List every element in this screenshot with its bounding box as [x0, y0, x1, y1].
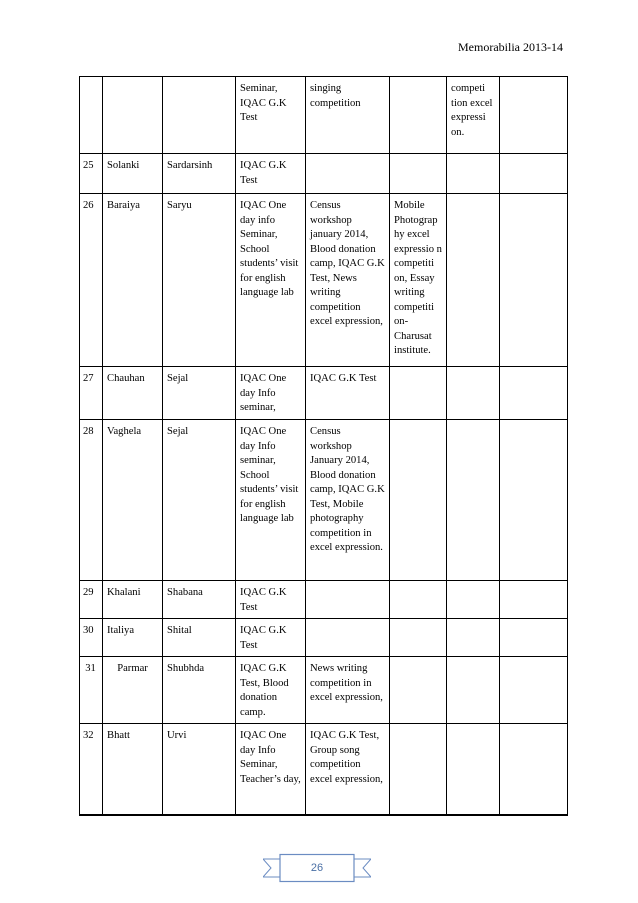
activity-cell-1: IQAC One day Info Seminar, Teacher’s day, [236, 724, 306, 815]
activity-cell-5 [500, 194, 568, 367]
activity-cell-5 [500, 420, 568, 581]
activity-cell-3 [390, 619, 447, 657]
activity-cell-3 [390, 581, 447, 619]
activity-cell-5 [500, 581, 568, 619]
activity-cell-3 [390, 77, 447, 154]
activity-cell-2 [306, 154, 390, 194]
activity-cell-5 [500, 154, 568, 194]
activity-cell-4 [447, 367, 500, 420]
table-row [80, 77, 568, 154]
activity-cell-5 [500, 724, 568, 815]
activity-cell-3: Mobile Photograp hy excel expressio n competiti on, Essay writing competiti on- Charusat institute. [390, 194, 447, 367]
name-cell: Sejal [163, 420, 236, 581]
surname-cell [103, 77, 163, 154]
activity-cell-2: Census workshop january 2014, Blood donation camp, IQAC G.K Test, News writing competition excel expression, [306, 194, 390, 367]
table-row [80, 581, 568, 619]
activity-cell-4 [447, 420, 500, 581]
activity-cell-3 [390, 154, 447, 194]
activity-cell-1: IQAC One day Info seminar, School students’ visit for english language lab [236, 420, 306, 581]
table-row [80, 619, 568, 657]
activity-cell-3 [390, 367, 447, 420]
surname-cell: Parmar [103, 657, 163, 724]
name-cell: Shabana [163, 581, 236, 619]
surname-cell: Baraiya [103, 194, 163, 367]
name-cell: Shubhda [163, 657, 236, 724]
activity-cell-4 [447, 619, 500, 657]
name-cell: Sardarsinh [163, 154, 236, 194]
serial-number: 28 [80, 420, 103, 581]
serial-number [80, 77, 103, 154]
surname-cell: Chauhan [103, 367, 163, 420]
table-row [80, 367, 568, 420]
activity-cell-2: singing competition [306, 77, 390, 154]
activity-cell-2: IQAC G.K Test, Group song competition excel expression, [306, 724, 390, 815]
table-row [80, 154, 568, 194]
serial-number: 30 [80, 619, 103, 657]
activity-cell-2: Census workshop January 2014, Blood donation camp, IQAC G.K Test, Mobile photography competition in excel expression. [306, 420, 390, 581]
table-row [80, 420, 568, 581]
serial-number: 27 [80, 367, 103, 420]
activity-cell-1: IQAC One day info Seminar, School students’ visit for english language lab [236, 194, 306, 367]
name-cell: Urvi [163, 724, 236, 815]
activity-cell-4 [447, 194, 500, 367]
name-cell: Sejal [163, 367, 236, 420]
activity-cell-2: IQAC G.K Test [306, 367, 390, 420]
name-cell [163, 77, 236, 154]
activity-cell-2 [306, 619, 390, 657]
activity-cell-2 [306, 581, 390, 619]
page-number: 26 [310, 862, 324, 874]
surname-cell: Bhatt [103, 724, 163, 815]
activity-cell-5 [500, 657, 568, 724]
name-cell: Shital [163, 619, 236, 657]
activity-cell-3 [390, 724, 447, 815]
activity-cell-1: IQAC One day Info seminar, [236, 367, 306, 420]
activity-cell-3 [390, 420, 447, 581]
activity-cell-2: News writing competition in excel expression, [306, 657, 390, 724]
serial-number: 29 [80, 581, 103, 619]
activity-cell-1: IQAC G.K Test [236, 619, 306, 657]
surname-cell: Khalani [103, 581, 163, 619]
surname-cell: Vaghela [103, 420, 163, 581]
table-row [80, 724, 568, 815]
serial-number: 32 [80, 724, 103, 815]
page-number-badge [263, 853, 371, 883]
activity-cell-4 [447, 724, 500, 815]
table-row [80, 657, 568, 724]
activity-cell-1: IQAC G.K Test [236, 581, 306, 619]
serial-number: 25 [80, 154, 103, 194]
activity-cell-4 [447, 154, 500, 194]
activity-cell-4 [447, 581, 500, 619]
activity-cell-4 [447, 657, 500, 724]
activity-cell-5 [500, 619, 568, 657]
surname-cell: Italiya [103, 619, 163, 657]
activity-cell-4: competi tion excel expressi on. [447, 77, 500, 154]
page-header-title: Memorabilia 2013-14 [458, 40, 563, 54]
name-cell: Saryu [163, 194, 236, 367]
activity-cell-3 [390, 657, 447, 724]
table-row [80, 194, 568, 367]
student-activity-table [79, 76, 568, 816]
activity-cell-5 [500, 367, 568, 420]
activity-cell-1: IQAC G.K Test [236, 154, 306, 194]
activity-cell-1: IQAC G.K Test, Blood donation camp. [236, 657, 306, 724]
surname-cell: Solanki [103, 154, 163, 194]
serial-number: 31 [80, 657, 103, 724]
activity-cell-5 [500, 77, 568, 154]
activity-cell-1: Seminar, IQAC G.K Test [236, 77, 306, 154]
serial-number: 26 [80, 194, 103, 367]
